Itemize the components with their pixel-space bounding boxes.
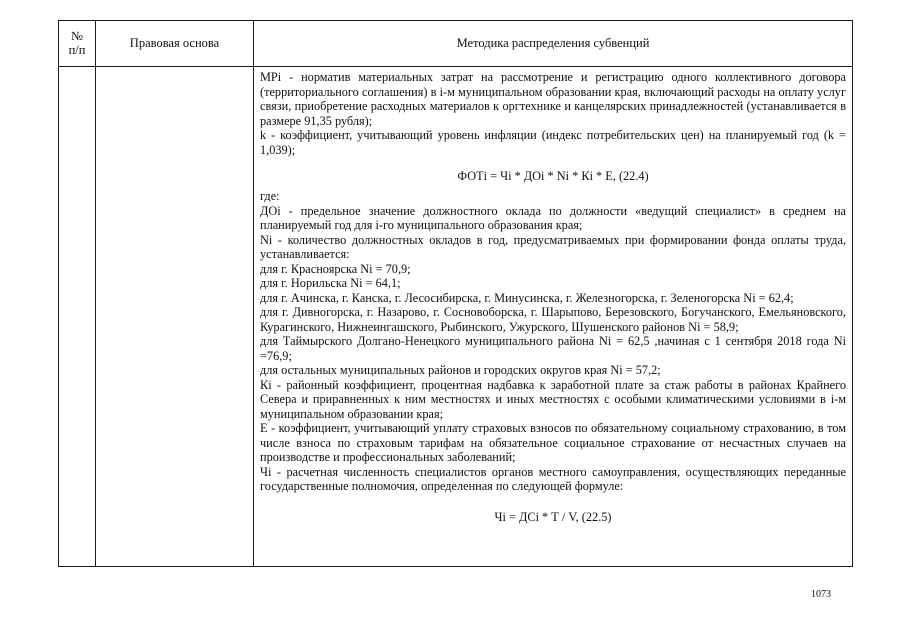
header-number <box>59 21 96 67</box>
cell-method <box>254 67 853 567</box>
paragraph-chi: Чi - расчетная численность специалистов органов местного самоуправления, осуществляющих переданные государственные полномочия, определенная по следующей формуле: <box>260 464 846 493</box>
table-header-row <box>59 21 853 67</box>
page-number: 1073 <box>811 589 831 600</box>
formula-22-4: ФОТi = Чi * ДОi * Ni * Кi * Е, (22.4) <box>457 169 649 183</box>
paragraph-e-coefficient: Е - коэффициент, учитывающий уплату страховых взносов по обязательному социальному страхованию, в том числе взноса по страховым тарифам на обязательное социальное страхование от несчастных случаев на производстве и профессиональных заболеваний; <box>260 421 846 464</box>
document-table <box>58 20 853 567</box>
paragraph-ni: Ni - количество должностных окладов в год, предусматриваемых при формировании фонда оплаты труда, устанавливается: <box>260 232 846 261</box>
paragraph-ni-other: для остальных муниципальных районов и городских округов края Ni = 57,2; <box>260 363 661 377</box>
paragraph-mpi: МРi - норматив материальных затрат на рассмотрение и регистрацию одного коллективного договора (территориального соглашения) в i-м муниципальном образовании края, включающий расходы на оплату услуг связи, приобретение расходных материалов к оргтехнике и канцелярских принадлежностей (устанавливается в размере 91,35 рубля); <box>260 70 846 128</box>
header-distribution-method: Методика распределения субвенций <box>254 21 853 67</box>
cell-legal-basis <box>96 67 254 567</box>
paragraph-ni-norilsk: для г. Норильска Ni = 64,1; <box>260 276 401 290</box>
paragraph-doi: ДОi - предельное значение должностного оклада по должности «ведущий специалист» в среднем на планируемый год для i-го муниципального образования края; <box>260 203 846 232</box>
paragraph-where: где: <box>260 189 280 203</box>
paragraph-ki: Кi - районный коэффициент, процентная надбавка к заработной плате за стаж работы в районах Крайнего Севера и приравненных к ним местностях и иных местностях с особыми климатическими условиями в i-м муниципальном образовании края; <box>260 377 846 421</box>
table-row <box>59 67 853 567</box>
cell-number <box>59 67 96 567</box>
header-number-line1: № <box>71 28 83 43</box>
paragraph-ni-achinsk: для г. Ачинска, г. Канска, г. Лесосибирска, г. Минусинска, г. Железногорска, г. Зеленогорска Ni = 62,4; <box>260 290 794 305</box>
paragraph-ni-taimyr: для Таймырского Долгано-Ненецкого муниципального района Ni = 62,5 ,начиная с 1 сентября 2018 года Ni =76,9; <box>260 334 846 363</box>
paragraph-ni-divnogorsk: для г. Дивногорска, г. Назарово, г. Сосновоборска, г. Шарыпово, Березовского, Богучанского, Емельяновского, Курагинского, Нижнеингашского, Рыбинского, Ужурского, Шушенского районов Ni = 58,9; <box>260 305 846 334</box>
formula-22-5: Чi = ДСi * Т / V, (22.5) <box>494 509 612 524</box>
paragraph-k-coefficient: k - коэффициент, учитывающий уровень инфляции (индекс потребительских цен) на планируемый год (k = 1,039); <box>260 128 846 157</box>
paragraph-ni-krasnoyarsk: для г. Красноярска Ni = 70,9; <box>260 261 411 276</box>
header-number-line2: п/п <box>68 42 86 57</box>
header-legal-basis: Правовая основа <box>96 21 254 67</box>
